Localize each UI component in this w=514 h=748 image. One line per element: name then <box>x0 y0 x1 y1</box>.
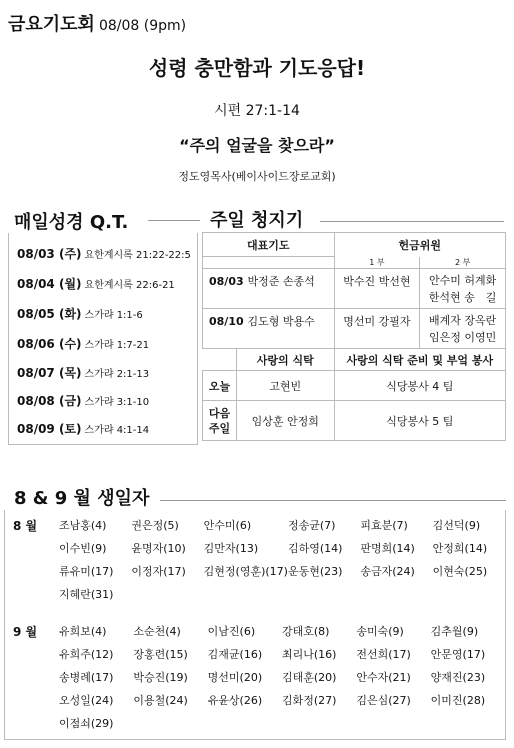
qt-box <box>8 233 198 445</box>
qt-item: 08/08 (금) 스가랴 3:1-10 <box>17 394 150 408</box>
qt-item: 08/07 (목) 스가랴 2:1-13 <box>17 366 150 380</box>
birthday-entry: 김태훈(20) <box>282 671 337 684</box>
birthday-entry: 최리나(16) <box>282 648 337 661</box>
qt-title: 매일성경 Q.T. <box>14 208 132 234</box>
birthday-title: 8 & 9 월 생일자 <box>14 488 150 509</box>
birthday-entry: 피효분(7) <box>360 519 408 532</box>
birthday-entry: 운동현(23) <box>287 565 343 578</box>
birthday-entry: 양재진(23) <box>430 671 486 684</box>
birthday-box <box>4 510 506 740</box>
birthday-entry: 강태호(8) <box>282 625 330 638</box>
header-first-service: 1 부 <box>334 257 420 269</box>
sermon-title: 성령 충만함과 기도응답! <box>148 56 366 80</box>
sunday-table <box>202 232 506 441</box>
birthday-entry: 김만자(13) <box>203 542 259 555</box>
birthday-entry: 장홍련(15) <box>133 648 188 661</box>
birthday-entry: 김하영(14) <box>287 542 343 555</box>
birthday-entry: 안정희(14) <box>432 542 488 555</box>
birthday-entry: 이수빈(9) <box>59 542 107 555</box>
birthday-entry: 김재균(16) <box>207 648 263 661</box>
birthday-entry: 이정자(17) <box>131 565 186 578</box>
divider <box>148 220 200 221</box>
qt-item: 08/05 (화) 스가랴 1:1-6 <box>17 307 143 321</box>
table-row: 오늘 고현빈 식당봉사 4 팀 <box>203 371 506 401</box>
birthday-entry: 안수미(6) <box>203 519 252 532</box>
birthday-entry: 명선미(20) <box>207 671 263 684</box>
birthday-entry: 김현정(영훈)(17) <box>203 565 288 578</box>
qt-item: 08/06 (수) 스가랴 1:7-21 <box>17 337 150 351</box>
birthday-entry: 유희보(4) <box>59 625 107 638</box>
birthday-entry: 안수자(21) <box>356 671 411 684</box>
birthday-entry: 송미숙(9) <box>356 625 404 638</box>
birthday-entry: 이현숙(25) <box>432 565 488 578</box>
birthday-entry: 유윤상(26) <box>207 694 263 707</box>
birthday-entry: 정송균(7) <box>287 519 336 532</box>
header-offering: 헌금위원 <box>334 233 505 257</box>
birthday-entry: 송금자(24) <box>360 565 415 578</box>
birthday-entry: 이미진(28) <box>430 694 486 707</box>
birthday-entry: 전선희(17) <box>356 648 411 661</box>
header-second-service: 2 부 <box>420 257 506 269</box>
qt-item: 08/09 (토) 스가랴 4:1-14 <box>17 422 150 436</box>
birthday-entry: 유희주(12) <box>59 648 114 661</box>
qt-item: 08/04 (월) 요한계시록 22:6-21 <box>17 277 175 291</box>
birthday-entry: 지혜란(31) <box>59 588 114 601</box>
september-birthday-list <box>59 623 505 731</box>
birthday-entry: 박승진(19) <box>133 671 188 684</box>
divider <box>160 500 506 501</box>
header-love-table: 사랑의 식탁 <box>236 349 334 371</box>
service-name: 금요기도회 <box>8 14 95 35</box>
table-row: 08/03 박정준 손종석 박수진 박선현 안수미 허계화 한석현 송 길 <box>203 269 506 309</box>
service-title <box>8 10 186 36</box>
birthday-entry: 판명희(14) <box>360 542 415 555</box>
divider <box>320 221 504 222</box>
header-kitchen-service: 사랑의 식탁 준비 및 부엌 봉사 <box>334 349 505 371</box>
birthday-entry: 이점쇠(29) <box>59 717 114 730</box>
august-birthday-list <box>59 517 505 602</box>
month-label-september: 9 월 <box>13 625 38 639</box>
sunday-title: 주일 청지기 <box>210 210 304 231</box>
birthday-entry: 소순천(4) <box>133 625 181 638</box>
birthday-entry: 이용철(24) <box>133 694 188 707</box>
header-prayer: 대표기도 <box>203 233 335 257</box>
birthday-entry: 조남홍(4) <box>59 519 107 532</box>
service-date: 08/08 (9pm) <box>98 18 187 34</box>
birthday-entry: 윤명자(10) <box>131 542 186 555</box>
table-row: 다음 주일 임상훈 안정희 식당봉사 5 팀 <box>203 401 506 441</box>
birthday-entry: 송병례(17) <box>59 671 114 684</box>
qt-item: 08/03 (주) 요한계시록 21:22-22:5 <box>17 247 191 261</box>
sermon-subtitle: “주의 얼굴을 찾으라” <box>179 136 335 155</box>
birthday-entry: 이남진(6) <box>207 625 256 638</box>
birthday-entry: 류유미(17) <box>59 565 114 578</box>
birthday-entry: 오성일(24) <box>59 694 114 707</box>
birthday-entry: 권은정(5) <box>131 519 179 532</box>
birthday-entry: 김선덕(9) <box>432 519 481 532</box>
table-row: 08/10 김도형 박용수 명선미 강필자 배계자 장옥란 임은정 이영민 <box>203 309 506 349</box>
birthday-entry: 김화정(27) <box>282 694 337 707</box>
scripture-reference: 시편 27:1-14 <box>214 103 300 119</box>
birthday-entry: 안문영(17) <box>430 648 486 661</box>
month-label-august: 8 월 <box>13 519 38 533</box>
pastor-name: 정도영목사(베이사이드장로교회) <box>178 170 336 183</box>
birthday-entry: 김은심(27) <box>356 694 411 707</box>
birthday-entry: 김추월(9) <box>430 625 479 638</box>
